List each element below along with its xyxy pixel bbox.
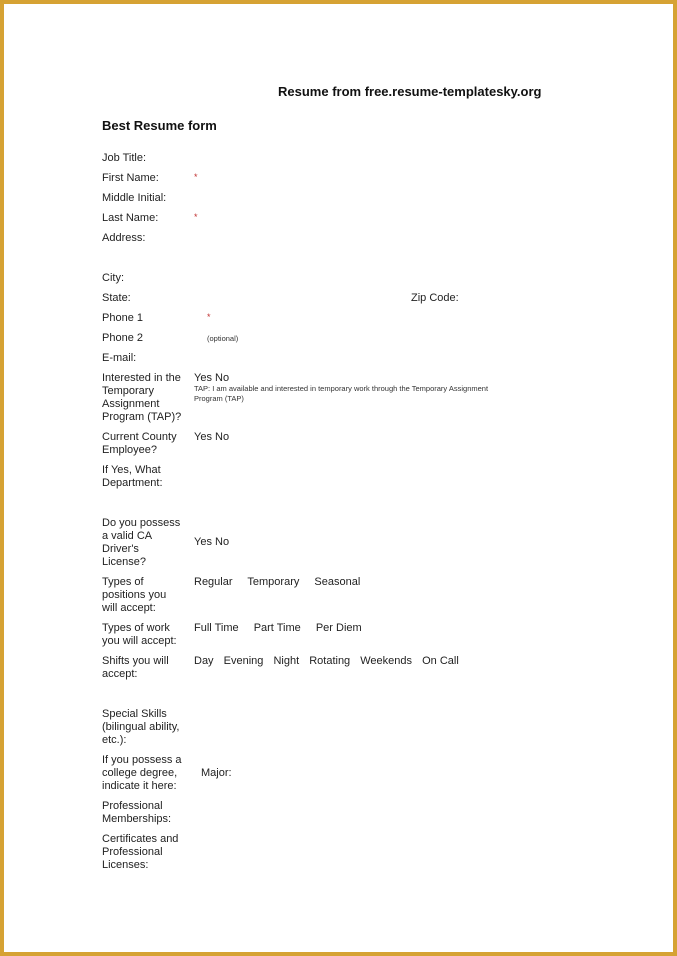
- zip-code-label: Zip Code:: [411, 292, 459, 304]
- city-label: City:: [102, 272, 124, 284]
- work-types-label-line: Types of work: [102, 622, 170, 634]
- work-types-label-line: you will accept:: [102, 635, 177, 647]
- college-degree-label-line: indicate it here:: [102, 780, 177, 792]
- job-title-label: Job Title:: [102, 152, 147, 164]
- county-employee-label-line: Employee?: [102, 444, 158, 456]
- phone2-label: Phone 2: [102, 332, 143, 344]
- first-name-label: First Name:: [102, 172, 159, 184]
- shift-option-rotating[interactable]: Rotating: [309, 655, 351, 667]
- shift-option-weekends[interactable]: Weekends: [360, 655, 413, 667]
- last-name-label: Last Name:: [102, 212, 159, 224]
- work-option-per-diem[interactable]: Per Diem: [315, 622, 362, 634]
- shift-option-day[interactable]: Day: [194, 655, 214, 667]
- certificates-label-line: Professional: [102, 846, 163, 858]
- phone1-required-marker: *: [207, 312, 211, 322]
- state-label: State:: [102, 292, 131, 304]
- license-label: [102, 517, 180, 569]
- special-skills-label-line: (bilingual ability,: [102, 721, 180, 733]
- memberships-label-line: Memberships:: [102, 813, 172, 825]
- phone2-optional-note: (optional): [207, 334, 239, 343]
- college-degree-label-line: If you possess a: [102, 754, 182, 766]
- address-label: Address:: [102, 232, 146, 244]
- shift-option-evening[interactable]: Evening: [223, 655, 264, 667]
- work-option-part-time[interactable]: Part Time: [253, 622, 301, 634]
- county-employee-yes-no[interactable]: Yes No: [194, 431, 230, 443]
- tap-label: [102, 372, 181, 424]
- shift-option-night[interactable]: Night: [273, 655, 300, 667]
- county-employee-label-line: Current County: [102, 431, 177, 443]
- county-employee-label: [102, 431, 177, 457]
- shifts-label-line: accept:: [102, 668, 138, 680]
- memberships-label-line: Professional: [102, 800, 163, 812]
- positions-label-line: positions you: [102, 589, 167, 601]
- tap-label-line: Temporary: [102, 385, 154, 397]
- positions-label-line: will accept:: [102, 602, 156, 614]
- position-option-temporary[interactable]: Temporary: [247, 576, 300, 588]
- license-label-line: Driver's: [102, 543, 139, 555]
- position-option-regular[interactable]: Regular: [194, 576, 233, 588]
- tap-label-line: Assignment: [102, 398, 160, 410]
- department-label-line: Department:: [102, 477, 163, 489]
- form-heading: Best Resume form: [102, 118, 217, 133]
- shifts-options: [194, 655, 459, 668]
- major-label: Major:: [201, 767, 232, 779]
- certificates-label-line: Licenses:: [102, 859, 149, 871]
- positions-label-line: Types of: [102, 576, 144, 588]
- tap-note-line: TAP: I am available and interested in temporary work through the Temporary Assignment: [194, 384, 489, 393]
- certificates-label-line: Certificates and: [102, 833, 179, 845]
- tap-label-line: Interested in the: [102, 372, 181, 384]
- tap-note-line: Program (TAP): [194, 394, 244, 403]
- work-types-options: [194, 622, 362, 635]
- license-label-line: Do you possess: [102, 517, 181, 529]
- work-option-full-time[interactable]: Full Time: [194, 622, 239, 634]
- memberships-label: [102, 800, 171, 826]
- license-label-line: a valid CA: [102, 530, 153, 542]
- tap-yes-no[interactable]: Yes No: [194, 372, 230, 384]
- special-skills-label: [102, 708, 179, 747]
- shifts-label-line: Shifts you will: [102, 655, 169, 667]
- department-label: [102, 464, 163, 490]
- positions-options: [194, 576, 360, 589]
- department-label-line: If Yes, What: [102, 464, 161, 476]
- email-label: E-mail:: [102, 352, 137, 364]
- positions-label: [102, 576, 166, 615]
- license-yes-no[interactable]: Yes No: [194, 536, 230, 548]
- college-degree-label-line: college degree,: [102, 767, 178, 779]
- special-skills-label-line: Special Skills: [102, 708, 167, 720]
- shifts-label: [102, 655, 169, 681]
- tap-label-line: Program (TAP)?: [102, 411, 182, 423]
- work-types-label: [102, 622, 177, 648]
- phone1-label: Phone 1: [102, 312, 143, 324]
- shift-option-on-call[interactable]: On Call: [422, 655, 459, 667]
- college-degree-label: [102, 754, 182, 793]
- tap-note: [194, 384, 488, 404]
- special-skills-label-line: etc.):: [102, 734, 127, 746]
- certificates-label: [102, 833, 178, 872]
- position-option-seasonal[interactable]: Seasonal: [314, 576, 361, 588]
- first-name-required-marker: *: [194, 172, 198, 182]
- middle-initial-label: Middle Initial:: [102, 192, 167, 204]
- license-label-line: License?: [102, 556, 147, 568]
- page-title: Resume from free.resume-templatesky.org: [278, 84, 542, 99]
- last-name-required-marker: *: [194, 212, 198, 222]
